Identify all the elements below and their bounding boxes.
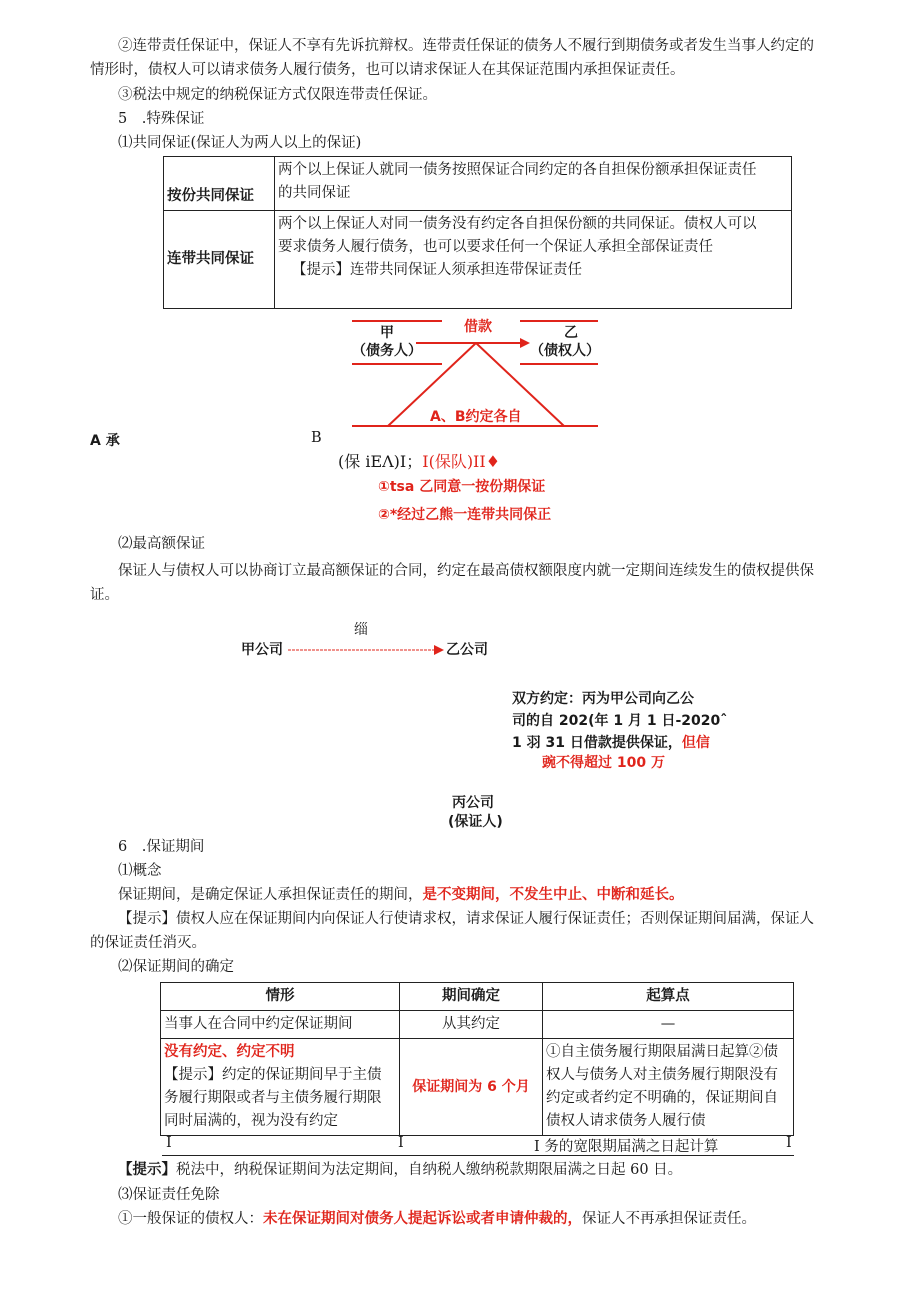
paragraph-tax-period	[118, 1158, 682, 1182]
party-yi: 乙	[564, 325, 578, 341]
label-a	[90, 430, 120, 450]
tax-period-text: 税法中，纳税保证期间为法定期间，自纳税人缴纳税款期限届满之日起 60 日。	[176, 1162, 683, 1178]
agreement-line3-black: 1 羽 31 日借款提供保证，	[512, 735, 682, 751]
period-table-tail	[162, 1135, 794, 1156]
heading-liability-exemption: ⑶保证责任免除	[118, 1187, 220, 1203]
agreement-label: A、B约定各自	[430, 409, 522, 425]
tail-col3: I 务的宽限期届满之日起计算	[534, 1139, 719, 1155]
paragraph-joint-liability-2: 情形时，债权人可以请求债务人履行债务，也可以请求保证人在其保证范围内承担保证责任。	[90, 62, 685, 78]
party-yi-role: （债权人）	[530, 343, 600, 359]
proportional-desc-line2: 的共同保证	[278, 185, 351, 201]
loan-label: 借款	[464, 319, 492, 335]
paragraph-tax-guarantee: ③税法中规定的纳税保证方式仅限连带责任保证。	[118, 87, 437, 103]
cell-agreed-period: 从其约定	[400, 1011, 543, 1039]
paragraph-concept	[118, 883, 684, 907]
paragraph-max-amount-1: 保证人与债权人可以协商订立最高额保证的合同，约定在最高债权额限度内就一定期间连续发生的债权提供保	[118, 563, 814, 579]
tail-end: I	[786, 1135, 792, 1151]
exemption-black-1: ①一般保证的债权人：	[118, 1211, 263, 1227]
joint-guarantee-diagram	[352, 318, 598, 430]
agreement-line3-red: 但信	[681, 735, 710, 751]
cell-agreed: 当事人在合同中约定保证期间	[161, 1011, 400, 1039]
cell-no-agreement	[161, 1039, 400, 1136]
tail-col1: I	[166, 1135, 172, 1151]
party-jia-role: （债务人）	[352, 343, 422, 359]
heading-max-amount: ⑵最高额保证	[118, 536, 205, 552]
heading-guarantee-period: 6 .保证期间	[118, 839, 205, 855]
label-solidary-joint: 连带共同保证	[164, 211, 275, 309]
agreement-line4: 豌不得超过 100 万	[542, 755, 665, 771]
paragraph-tip-1: 【提示】债权人应在保证期间内向保证人行使请求权，请求保证人履行保证责任；否则保证期间届满，保证人	[118, 911, 814, 927]
credit-arrow	[288, 644, 444, 656]
label-a-text: A 承	[90, 433, 120, 449]
header-situation: 情形	[161, 983, 400, 1011]
solidary-desc-line2: 要求债务人履行债务，也可以要求任何一个保证人承担全部保证责任	[278, 239, 713, 255]
tail-col2: I	[398, 1135, 404, 1151]
solidary-tip: 【提示】连带共同保证人须承担连带保证责任	[292, 262, 582, 278]
company-jia: 甲公司	[241, 642, 283, 658]
no-agreement-tip-2: 务履行期限或者与主债务履行期限	[164, 1090, 382, 1106]
cell-start-rules	[543, 1039, 794, 1136]
period-table	[160, 982, 794, 1136]
start-rule-1: ①自主债务履行期限届满日起算②债	[546, 1044, 778, 1060]
label-b: B	[311, 430, 322, 446]
heading-period-determination: ⑵保证期间的确定	[118, 959, 234, 975]
label-proportional-joint: 按份共同保证	[164, 157, 275, 211]
header-start-point: 起算点	[543, 983, 794, 1011]
table-row	[161, 1011, 794, 1039]
heading-special-guarantee: 5 .特殊保证	[118, 111, 205, 127]
company-bing: 丙公司	[452, 795, 494, 811]
company-yi: 乙公司	[446, 642, 488, 658]
diagram2-top-label: 缁	[354, 622, 368, 638]
garbled-black: (保 iEΛ)I；	[338, 452, 423, 471]
paragraph-max-amount-2: 证。	[90, 587, 119, 603]
paragraph-tip-2: 的保证责任消灭。	[90, 935, 206, 951]
heading-joint-guarantee: ⑴共同保证(保证人为两人以上的保证)	[118, 135, 362, 151]
cell-solidary-joint-desc	[275, 211, 792, 309]
proportional-desc-line1: 两个以上保证人就同一债务按照保证合同约定的各自担保份额承担保证责任	[278, 162, 757, 178]
agreement-line2: 司的自 202(年 1 月 1 日-2020ˆ	[512, 713, 728, 729]
joint-guarantee-table	[163, 156, 792, 309]
party-jia: 甲	[380, 325, 394, 341]
company-bing-role: (保证人)	[448, 814, 503, 830]
no-agreement-label: 没有约定、约定不明	[164, 1044, 295, 1060]
paragraph-joint-liability-1: ②连带责任保证中，保证人不享有先诉抗辩权。连带责任保证的债务人不履行到期债务或者发生当事人约定的	[118, 38, 814, 54]
start-rule-3: 约定或者约定不明确的，保证期间自	[546, 1090, 778, 1106]
paragraph-exemption	[118, 1207, 756, 1231]
no-agreement-tip-1: 【提示】约定的保证期间早于主债	[164, 1067, 382, 1083]
solidary-desc-line1: 两个以上保证人对同一债务没有约定各自担保份额的共同保证。债权人可以	[278, 216, 757, 232]
exemption-black-2: 保证人不再承担保证责任。	[582, 1211, 756, 1227]
header-period: 期间确定	[400, 983, 543, 1011]
cell-six-months: 保证期间为 6 个月	[400, 1039, 543, 1136]
garbled-line	[338, 449, 500, 472]
concept-black: 保证期间，是确定保证人承担保证责任的期间，	[118, 887, 423, 903]
diagram-note-1: ①tsa 乙同意一按份期保证	[378, 479, 546, 495]
diagram-note-2: ②*经过乙熊一连带共同保正	[378, 507, 552, 523]
exemption-red: 未在保证期间对债务人提起诉讼或者申请仲裁的，	[263, 1211, 582, 1227]
cell-agreed-start: —	[543, 1011, 794, 1039]
start-rule-4: 债权人请求债务人履行债	[546, 1113, 706, 1129]
table-row	[161, 1039, 794, 1136]
agreement-line1: 双方约定：丙为甲公司向乙公	[512, 691, 694, 707]
cell-proportional-joint-desc	[275, 157, 792, 211]
heading-concept: ⑴概念	[118, 863, 162, 879]
concept-red: 是不变期间，不发生中止、中断和延长。	[422, 887, 684, 903]
tax-period-tip: 【提示】	[118, 1162, 176, 1178]
garbled-red: I(保队)II♦	[422, 452, 501, 471]
no-agreement-tip-3: 同时届满的，视为没有约定	[164, 1113, 338, 1129]
start-rule-2: 权人与债务人对主债务履行期限没有	[546, 1067, 778, 1083]
agreement-line3	[512, 732, 710, 752]
